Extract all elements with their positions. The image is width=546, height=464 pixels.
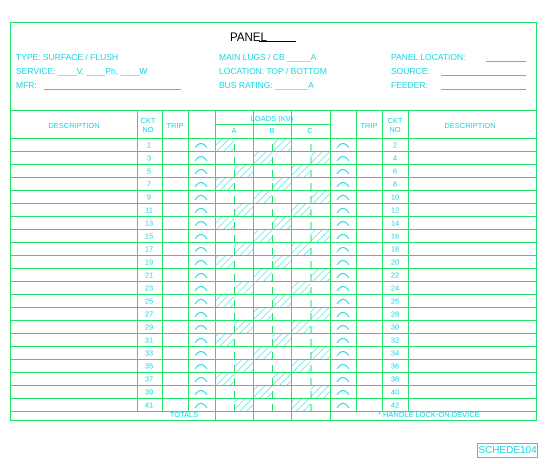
breaker-arc-icon xyxy=(337,248,349,253)
breaker-arc-icon xyxy=(195,274,207,279)
phase-load-hatch xyxy=(311,385,331,398)
breaker-arc-icon xyxy=(195,287,207,292)
breaker-arc-icon xyxy=(195,261,207,266)
breaker-arc-icon xyxy=(195,300,207,305)
circuit-number-left: 7 xyxy=(146,179,152,189)
breaker-arc-icon xyxy=(337,274,349,279)
phase-load-hatch xyxy=(291,320,311,333)
breaker-arc-icon xyxy=(337,378,349,383)
phase-load-hatch xyxy=(234,242,253,255)
circuit-number-right: 22 xyxy=(390,270,400,280)
breaker-arc-icon xyxy=(337,144,349,149)
trip-right-header: TRIP xyxy=(360,121,378,130)
phase-load-hatch xyxy=(311,151,331,164)
description-left-header: DESCRIPTION xyxy=(48,121,100,130)
breaker-arc-icon xyxy=(195,326,207,331)
source-field: SOURCE: xyxy=(391,66,430,76)
breaker-arc-icon xyxy=(195,157,207,162)
phase-load-hatch xyxy=(272,372,291,385)
circuit-number-right: 40 xyxy=(390,387,400,397)
circuit-number-left: 37 xyxy=(144,374,154,384)
phase-load-hatch xyxy=(272,333,291,346)
breaker-arc-icon xyxy=(337,391,349,396)
circuit-number-left: 23 xyxy=(144,283,154,293)
phase-a-header: A xyxy=(231,126,237,135)
phase-load-hatch xyxy=(215,216,234,229)
panel-location-field: PANEL LOCATION: xyxy=(391,52,466,62)
phase-load-hatch xyxy=(272,138,291,151)
phase-load-hatch xyxy=(291,164,311,177)
phase-load-hatch xyxy=(234,320,253,333)
type-field: TYPE: SURFACE / FLUSH xyxy=(16,52,119,62)
circuit-number-left: 13 xyxy=(144,218,154,228)
breaker-arc-icon xyxy=(337,404,349,409)
circuit-number-left: 9 xyxy=(146,192,152,202)
phase-load-hatch xyxy=(253,307,272,320)
phase-load-hatch xyxy=(215,333,234,346)
circuit-number-left: 31 xyxy=(144,335,154,345)
circuit-number-left: 1 xyxy=(146,140,152,150)
phase-load-hatch xyxy=(215,372,234,385)
breaker-arc-icon xyxy=(195,222,207,227)
breaker-arc-icon xyxy=(337,222,349,227)
phase-load-hatch xyxy=(272,216,291,229)
phase-load-hatch xyxy=(253,268,272,281)
circuit-number-left: 15 xyxy=(144,231,154,241)
circuit-number-left: 39 xyxy=(144,387,154,397)
phase-load-hatch xyxy=(215,255,234,268)
circuit-number-right: 24 xyxy=(390,283,400,293)
breaker-arc-icon xyxy=(195,235,207,240)
circuit-number-right: 10 xyxy=(390,192,400,202)
breaker-arc-icon xyxy=(337,157,349,162)
circuit-number-left: 11 xyxy=(145,205,153,215)
breaker-arc-icon xyxy=(337,313,349,318)
phase-load-hatch xyxy=(291,359,311,372)
phase-load-hatch xyxy=(311,346,331,359)
breaker-arc-icon xyxy=(337,196,349,201)
circuit-number-right: 16 xyxy=(390,231,400,241)
circuit-number-right: 8 xyxy=(392,179,398,189)
breaker-arc-icon xyxy=(195,352,207,357)
bus-rating-field: BUS RATING: _______A xyxy=(219,80,314,90)
phase-b-header: B xyxy=(269,126,275,135)
circuit-number-right: 38 xyxy=(390,374,400,384)
circuit-number-right: 20 xyxy=(390,257,400,267)
main-lugs-field: MAIN LUGS / CB _____A xyxy=(219,52,317,62)
ckt-left-header-line2: NO xyxy=(142,125,154,134)
breaker-arc-icon xyxy=(195,313,207,318)
ckt-right-header-line1: CKT xyxy=(387,116,403,125)
circuit-number-left: 19 xyxy=(144,257,154,267)
phase-load-hatch xyxy=(215,138,234,151)
phase-load-hatch xyxy=(272,294,291,307)
breaker-arc-icon xyxy=(337,183,349,188)
circuit-number-left: 21 xyxy=(144,270,154,280)
phase-load-hatch xyxy=(234,281,253,294)
circuit-number-left: 41 xyxy=(144,400,154,410)
phase-load-hatch xyxy=(215,294,234,307)
phase-load-hatch xyxy=(253,190,272,203)
circuit-number-right: 4 xyxy=(392,153,398,163)
breaker-arc-icon xyxy=(195,365,207,370)
circuit-number-right: 34 xyxy=(390,348,400,358)
phase-load-hatch xyxy=(311,229,331,242)
phase-load-hatch xyxy=(272,255,291,268)
breaker-arc-icon xyxy=(337,209,349,214)
circuit-number-left: 35 xyxy=(144,361,154,371)
circuit-number-right: 12 xyxy=(390,205,400,215)
location-field: LOCATION: TOP / BOTTOM xyxy=(219,66,327,76)
description-right-header: DESCRIPTION xyxy=(444,121,496,130)
phase-load-hatch xyxy=(253,229,272,242)
phase-load-hatch xyxy=(234,164,253,177)
phase-load-hatch xyxy=(272,177,291,190)
phase-load-hatch xyxy=(234,398,253,411)
phase-load-hatch xyxy=(311,268,331,281)
circuit-number-right: 28 xyxy=(390,309,400,319)
circuit-number-left: 5 xyxy=(146,166,152,176)
circuit-number-left: 29 xyxy=(144,322,154,332)
totals-label: TOTALS xyxy=(169,410,199,419)
breaker-arc-icon xyxy=(195,378,207,383)
circuit-number-left: 3 xyxy=(146,153,152,163)
phase-load-hatch xyxy=(291,242,311,255)
phase-load-hatch xyxy=(291,203,311,216)
breaker-arc-icon xyxy=(337,287,349,292)
circuit-number-right: 42 xyxy=(390,400,400,410)
circuit-number-right: 2 xyxy=(392,140,398,150)
circuit-number-right: 6 xyxy=(392,166,398,176)
breaker-arc-icon xyxy=(337,352,349,357)
handle-lock-note: * HANDLE LOCK-ON DEVICE xyxy=(378,410,480,419)
breaker-arc-icon xyxy=(195,196,207,201)
loads-header: LOADS (KV) xyxy=(250,114,294,123)
circuit-number-right: 18 xyxy=(390,244,400,254)
circuit-number-right: 36 xyxy=(390,361,400,371)
circuit-number-left: 27 xyxy=(144,309,154,319)
breaker-arc-icon xyxy=(195,183,207,188)
breaker-arc-icon xyxy=(195,248,207,253)
breaker-arc-icon xyxy=(337,235,349,240)
circuit-number-right: 14 xyxy=(390,218,400,228)
breaker-arc-icon xyxy=(195,209,207,214)
mfr-field: MFR: xyxy=(16,80,37,90)
ckt-right-header-line2: NO xyxy=(389,125,401,134)
breaker-arc-icon xyxy=(337,339,349,344)
phase-load-hatch xyxy=(311,190,331,203)
breaker-arc-icon xyxy=(337,261,349,266)
circuit-number-left: 25 xyxy=(144,296,154,306)
trip-left-header: TRIP xyxy=(166,121,184,130)
drawing-id-tag: SCHEDE104 xyxy=(478,445,537,456)
breaker-arc-icon xyxy=(195,391,207,396)
circuit-number-right: 26 xyxy=(390,296,400,306)
phase-load-hatch xyxy=(215,177,234,190)
phase-load-hatch xyxy=(234,359,253,372)
circuit-number-right: 32 xyxy=(390,335,400,345)
phase-load-hatch xyxy=(253,151,272,164)
breaker-arc-icon xyxy=(195,404,207,409)
breaker-arc-icon xyxy=(337,170,349,175)
phase-load-hatch xyxy=(253,385,272,398)
breaker-arc-icon xyxy=(337,326,349,331)
circuit-number-left: 33 xyxy=(144,348,154,358)
phase-load-hatch xyxy=(234,203,253,216)
breaker-arc-icon xyxy=(195,144,207,149)
circuit-number-left: 17 xyxy=(144,244,154,254)
breaker-arc-icon xyxy=(195,170,207,175)
phase-c-header: C xyxy=(307,126,313,135)
breaker-arc-icon xyxy=(337,365,349,370)
service-field: SERVICE: ____V, ____Ph, ____W xyxy=(16,66,148,76)
phase-load-hatch xyxy=(253,346,272,359)
feeder-field: FEEDER: xyxy=(391,80,428,90)
circuit-number-right: 30 xyxy=(390,322,400,332)
phase-load-hatch xyxy=(311,307,331,320)
panel-title: PANEL xyxy=(230,32,267,44)
breaker-arc-icon xyxy=(195,339,207,344)
phase-load-hatch xyxy=(291,398,311,411)
ckt-left-header-line1: CKT xyxy=(140,116,156,125)
breaker-arc-icon xyxy=(337,300,349,305)
phase-load-hatch xyxy=(291,281,311,294)
